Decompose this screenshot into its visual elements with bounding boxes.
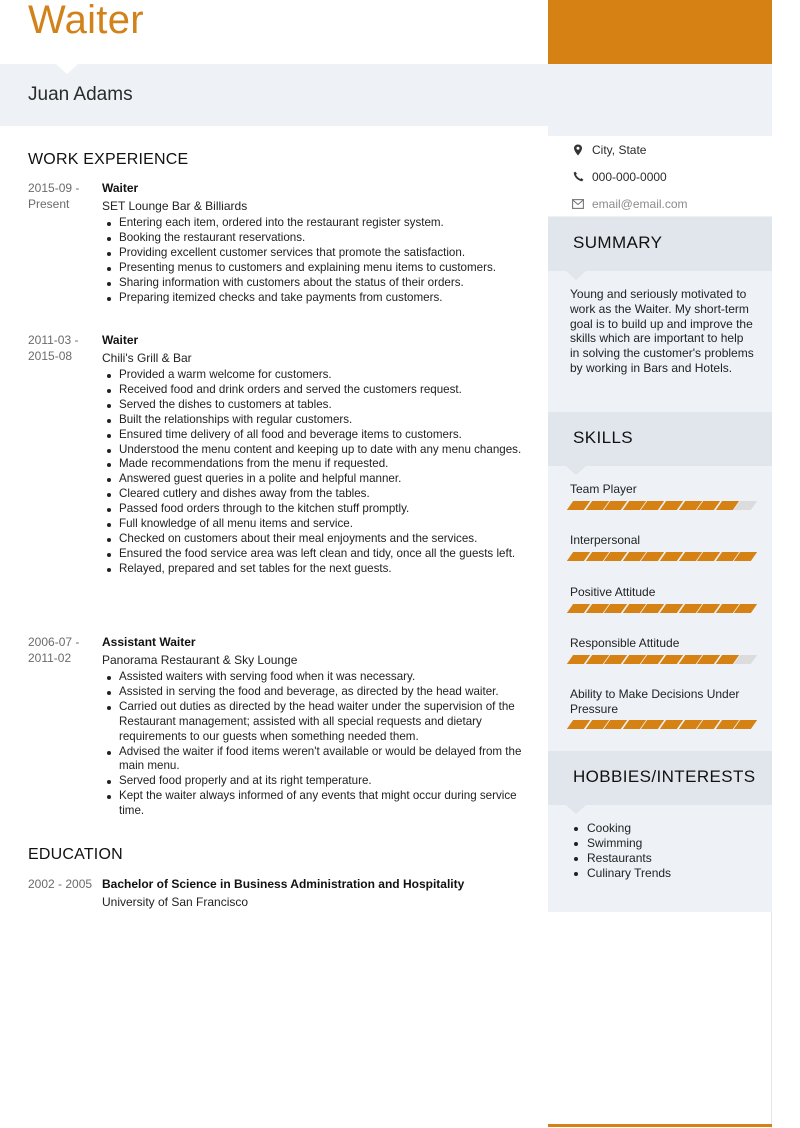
location-pin-icon — [572, 144, 584, 156]
job-dates: 2011-03 - 2015-08 — [28, 333, 79, 363]
job-role: Waiter — [102, 181, 139, 195]
job-bullet: Ensured the food service area was left clean and tidy, once all the guests left. — [102, 547, 522, 562]
job-bullet: Ensured time delivery of all food and beverage items to customers. — [102, 428, 522, 443]
resume-job-title: Waiter — [28, 0, 144, 42]
hobby-item: Swimming — [570, 836, 671, 851]
job-bullet: Advised the waiter if food items weren't available or would be delayed from the main menu. — [102, 745, 522, 775]
contact-phone-text: 000-000-0000 — [592, 169, 667, 184]
education-heading: EDUCATION — [28, 846, 123, 863]
skill-rating-bar — [570, 655, 754, 664]
skill-name: Positive Attitude — [570, 585, 656, 599]
contact-location-text: City, State — [592, 142, 647, 157]
skill-name: Team Player — [570, 482, 637, 496]
job-bullet: Providing excellent customer services that promote the satisfaction. — [102, 246, 522, 261]
name-band-notch — [56, 64, 78, 74]
job-role: Waiter — [102, 333, 139, 347]
job-bullet: Booking the restaurant reservations. — [102, 231, 522, 246]
job-bullet: Full knowledge of all menu items and service. — [102, 517, 522, 532]
sidebar-bottom-accent — [548, 1124, 772, 1127]
job-company: Chili's Grill & Bar — [102, 351, 192, 365]
skill-name: Responsible Attitude — [570, 636, 680, 650]
skill-name: Ability to Make Decisions Under Pressure — [570, 687, 740, 716]
job-bullet: Carried out duties as directed by the head waiter under the supervision of the Restaurant management; assisted with all special requests and dietary requirements to our guests when something needed them. — [102, 700, 522, 745]
job-bullet: Cleared cutlery and dishes away from the tables. — [102, 487, 522, 502]
contact-list — [548, 136, 772, 216]
job-bullet: Served food properly and at its right temperature. — [102, 774, 522, 789]
job-details — [102, 181, 522, 305]
skills-heading-notch — [566, 466, 586, 475]
job-role: Assistant Waiter — [102, 635, 196, 649]
job-details — [102, 635, 522, 819]
job-bullet: Preparing itemized checks and take payments from customers. — [102, 291, 522, 306]
job-bullet: Built the relationships with regular customers. — [102, 413, 522, 428]
job-bullet: Assisted waiters with serving food when it was necessary. — [102, 670, 522, 685]
job-bullet: Answered guest queries in a polite and helpful manner. — [102, 472, 522, 487]
job-bullets — [102, 216, 522, 305]
job-bullet: Relayed, prepared and set tables for the next guests. — [102, 562, 522, 577]
contact-email-text[interactable]: email@email.com — [592, 196, 688, 211]
job-bullet: Understood the menu content and keeping up to date with any menu changes. — [102, 443, 522, 458]
summary-text: Young and seriously motivated to work as the Waiter. My short-term goal is to build up and improve the skills which are important to help in solving the customer's problems by working in Bars and Hotels. — [570, 287, 754, 375]
education-school: University of San Francisco — [102, 895, 249, 909]
hobby-item: Cooking — [570, 821, 671, 836]
job-bullet: Provided a warm welcome for customers. — [102, 368, 522, 383]
summary-heading: SUMMARY — [573, 233, 663, 252]
hobby-item: Restaurants — [570, 851, 671, 866]
hobbies-heading-notch — [566, 805, 586, 814]
education-dates: 2002 - 2005 — [28, 877, 93, 891]
skill-rating-bar — [570, 501, 754, 510]
skills-heading-block — [548, 412, 772, 466]
job-bullet: Served the dishes to customers at tables. — [102, 398, 522, 413]
skill-item — [570, 687, 754, 729]
job-bullet: Passed food orders through to the kitchen stuff promptly. — [102, 502, 522, 517]
job-dates: 2006-07 - 2011-02 — [28, 635, 80, 665]
sidebar-divider — [771, 912, 772, 1128]
skill-name: Interpersonal — [570, 533, 641, 547]
hobbies-heading-block — [548, 751, 772, 805]
phone-icon — [572, 171, 584, 183]
skill-rating-segment — [734, 720, 757, 729]
contact-location — [548, 136, 772, 163]
job-bullet: Received food and drink orders and served the customers request. — [102, 383, 522, 398]
hobbies-list — [570, 821, 671, 881]
skill-rating-bar — [570, 604, 754, 613]
job-bullet: Assisted in serving the food and beverage, as directed by the head waiter. — [102, 685, 522, 700]
envelope-icon — [572, 198, 584, 210]
summary-heading-notch — [566, 271, 586, 280]
job-bullet: Entering each item, ordered into the restaurant register system. — [102, 216, 522, 231]
education-degree: Bachelor of Science in Business Administration and Hospitality — [102, 877, 465, 891]
candidate-name: Juan Adams — [28, 84, 133, 105]
hobby-item: Culinary Trends — [570, 866, 671, 881]
job-bullets — [102, 670, 522, 819]
skill-item — [570, 482, 754, 510]
job-bullet: Sharing information with customers about the status of their orders. — [102, 276, 522, 291]
skills-heading: SKILLS — [573, 428, 634, 447]
contact-email[interactable] — [548, 190, 772, 217]
summary-heading-block — [548, 217, 772, 271]
job-bullet: Made recommendations from the menu if requested. — [102, 457, 522, 472]
skill-item — [570, 585, 754, 613]
education-details — [102, 877, 522, 910]
skill-item — [570, 533, 754, 561]
hobbies-heading: HOBBIES/INTERESTS — [573, 767, 756, 786]
job-company: Panorama Restaurant & Sky Lounge — [102, 653, 298, 667]
job-bullet: Kept the waiter always informed of any events that might occur during service time. — [102, 789, 522, 819]
job-bullet: Checked on customers about their meal enjoyments and the services. — [102, 532, 522, 547]
header-accent-block — [548, 0, 772, 64]
skill-item — [570, 636, 754, 664]
contact-phone — [548, 163, 772, 190]
job-bullets — [102, 368, 522, 577]
work-experience-heading: WORK EXPERIENCE — [28, 151, 189, 168]
job-dates: 2015-09 - Present — [28, 181, 80, 211]
job-details — [102, 333, 522, 577]
job-bullet: Presenting menus to customers and explaining menu items to customers. — [102, 261, 522, 276]
skill-rating-bar — [570, 552, 754, 561]
skill-rating-bar — [570, 720, 754, 729]
job-company: SET Lounge Bar & Billiards — [102, 199, 248, 213]
